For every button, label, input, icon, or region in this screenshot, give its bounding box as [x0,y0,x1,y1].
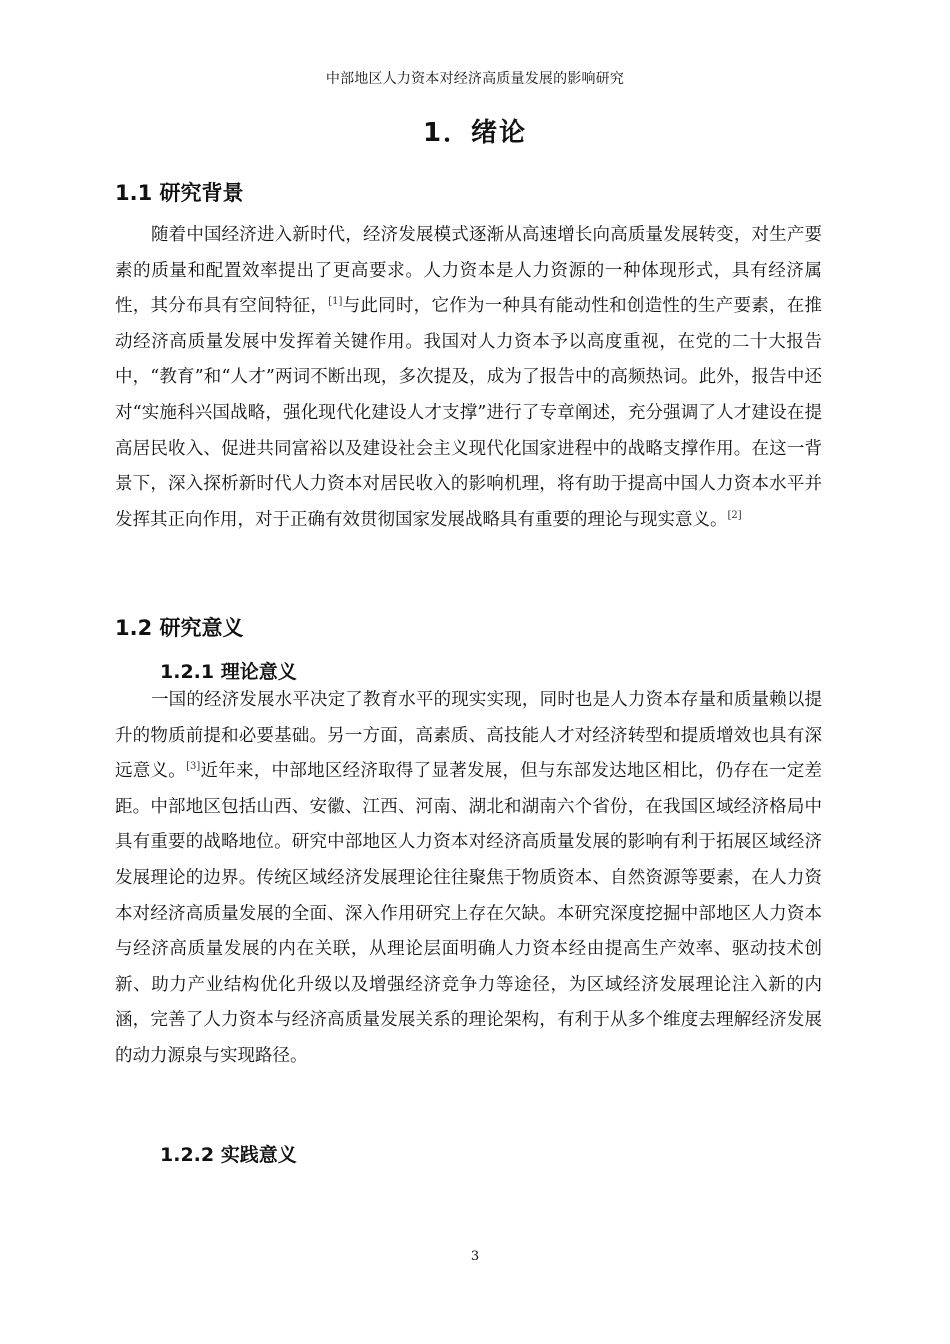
background-paragraph [115,218,822,538]
citation-marker[interactable]: [3] [186,761,201,773]
subsection-heading-1-2-1: 1.2.1 理论意义 [160,661,297,683]
citation-marker[interactable]: [1] [328,296,343,308]
paragraph-text: 随着中国经济进入新时代，经济发展模式逐渐从高速增长向高质量发展转变，对生产要素的质量和配置效率提出了更高要求。人力资本是人力资源的一种体现形式，具有经济属性，其分布具有空间特征， [115,225,822,317]
paragraph-text: 近年来，中部地区经济取得了显著发展，但与东部发达地区相比，仍存在一定差距。中部地区包括山西、安徽、江西、河南、湖北和湖南六个省份，在我国区域经济格局中具有重要的战略地位。研究中部地区人力资本对经济高质量发展的影响有利于拓展区域经济发展理论的边界。传统区域经济发展理论往往聚焦于物质资本、自然资源等要素，在人力资本对经济高质量发展的全面、深入作用研究上存在欠缺。本研究深度挖掘中部地区人力资本与经济高质量发展的内在关联，从理论层面明确人力资本经由提高生产效率、驱动技术创新、助力产业结构优化升级以及增强经济竞争力等途径，为区域经济发展理论注入新的内涵，完善了人力资本与经济高质量发展关系的理论架构，有利于从多个维度去理解经济发展的动力源泉与实现路径。 [115,761,823,1066]
section-heading-1-1: 1.1 研究背景 [115,181,244,205]
paragraph-text: 与此同时，它作为一种具有能动性和创造性的生产要素，在推动经济高质量发展中发挥着关键作用。我国对人力资本予以高度重视，在党的二十大报告中，“教育”和“人才”两词不断出现，多次提及，成为了报告中的高频热词。此外，报告中还对“实施科兴国战略，强化现代化建设人才支撑”进行了专章阐述，充分强调了人才建设在提高居民收入、促进共同富裕以及建设社会主义现代化国家进程中的战略支撑作用。在这一背景下，深入探析新时代人力资本对居民收入的影响机理，将有助于提高中国人力资本水平并发挥其正向作用，对于正确有效贯彻国家发展战略具有重要的理论与现实意义。 [115,296,823,530]
chapter-title: 1．绪论 [422,118,528,148]
paragraph-text: 一国的经济发展水平决定了教育水平的现实实现，同时也是人力资本存量和质量赖以提升的物质前提和必要基础。另一方面，高素质、高技能人才对经济转型和提质增效也具有深远意义。 [115,690,822,782]
section-heading-1-2: 1.2 研究意义 [115,616,244,640]
subsection-heading-1-2-2: 1.2.2 实践意义 [160,1144,297,1166]
theory-paragraph [115,683,822,1075]
citation-marker[interactable]: [2] [727,509,742,521]
page-number: 3 [470,1249,480,1264]
running-header: 中部地区人力资本对经济高质量发展的影响研究 [325,71,625,87]
